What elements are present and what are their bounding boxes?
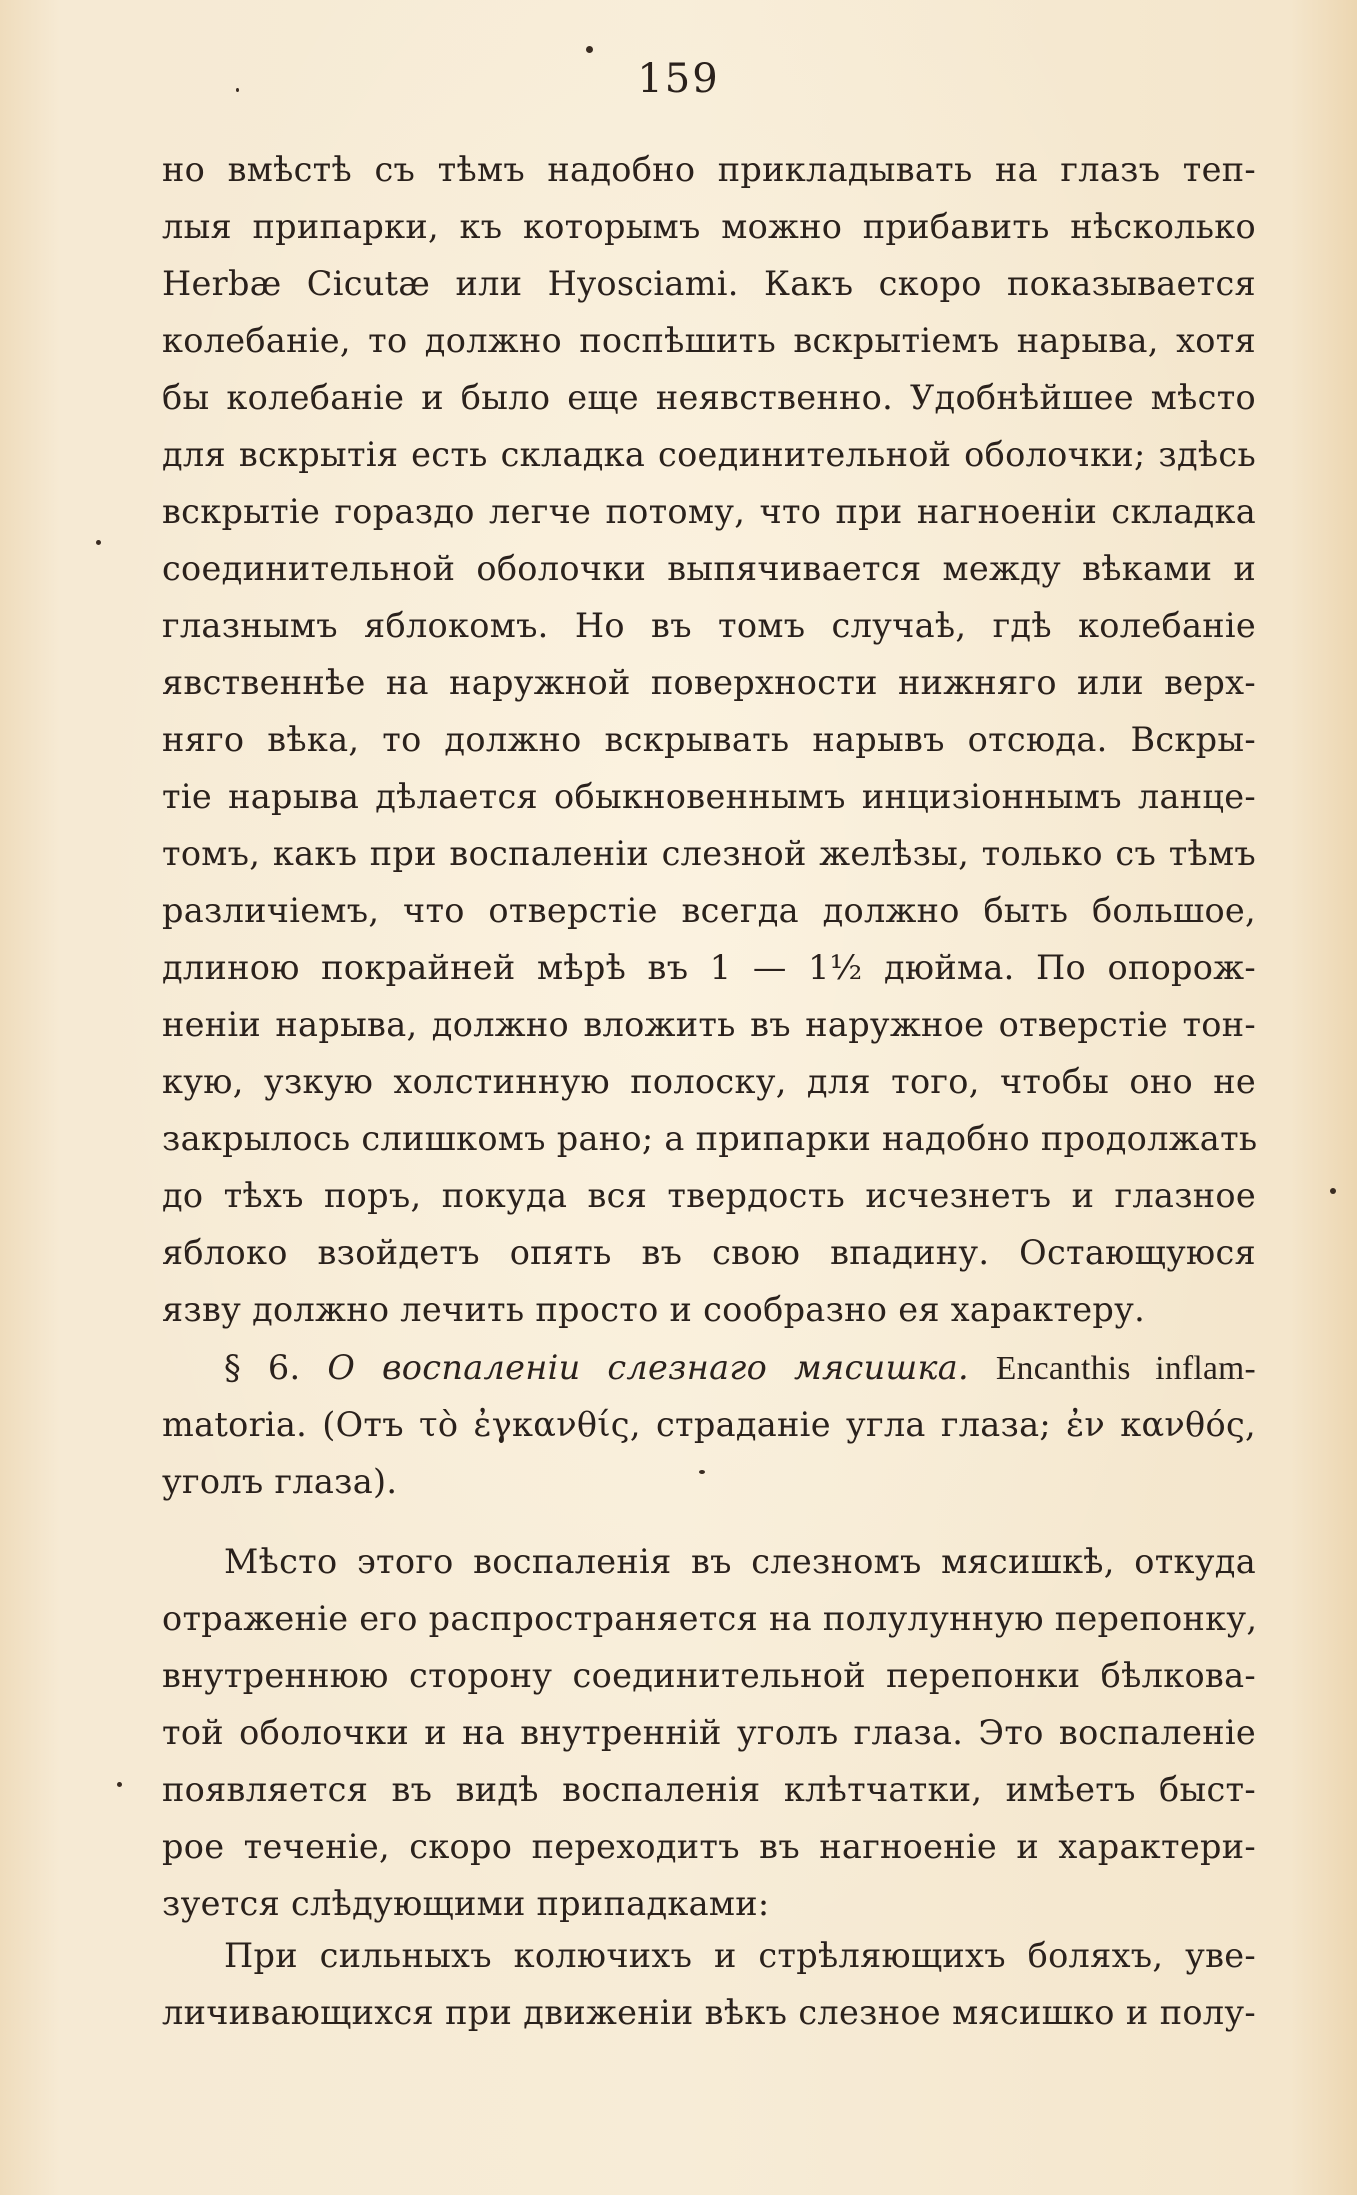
text-line: бы колебаніе и было еще неявственно. Удобнѣйшее мѣсто [162, 378, 1256, 417]
text-line: язву должно лечить просто и сообразно ея характеру. [162, 1290, 1146, 1329]
text-line: яблоко взойдетъ опять въ свою впадину. Остающуюся [162, 1233, 1256, 1272]
ink-speck [117, 1782, 122, 1787]
text-line: той оболочки и на внутренній уголъ глаза. Это воспаленіе [162, 1713, 1256, 1752]
text-line: рое теченіе, скоро переходитъ въ нагноеніе и характери- [162, 1827, 1256, 1866]
text-line: но вмѣстѣ съ тѣмъ надобно прикладывать на глазъ теп- [162, 150, 1256, 189]
section-heading [162, 1339, 1256, 1510]
text-line: закрылось слишкомъ рано; а припарки надобно продолжать [162, 1119, 1258, 1158]
paragraph-2 [162, 1533, 1256, 1932]
section-heading-line [162, 1339, 1256, 1396]
ink-speck [96, 540, 101, 545]
text-line: вскрытіе гораздо легче потому, что при нагноеніи складка [162, 492, 1256, 531]
paragraph-1 [162, 141, 1256, 1338]
text-line: до тѣхъ поръ, покуда вся твердость исчезнетъ и глазное [162, 1176, 1256, 1215]
ink-speck [1330, 1188, 1336, 1194]
text-line: личивающихся при движеніи вѣкъ слезное мясишко и полу- [162, 1993, 1256, 2032]
section-etymology-line: уголъ глаза). [162, 1462, 398, 1501]
text-line: Herbæ Cicutæ или Hyosciami. Какъ скоро показывается [162, 264, 1256, 303]
page-number: 159 [637, 56, 720, 102]
text-line: колебаніе, то должно поспѣшить вскрытіемъ нарыва, хотя [162, 321, 1256, 360]
text-line: появляется въ видѣ воспаленія клѣтчатки, имѣетъ быст- [162, 1770, 1256, 1809]
text-line: внутреннюю сторону соединительной перепонки бѣлкова- [162, 1656, 1256, 1695]
text-line: неніи нарыва, должно вложить въ наружное отверстіе тон- [162, 1005, 1256, 1044]
section-title: О воспаленіи слезнаго мясишка. [327, 1348, 970, 1387]
text-line: длиною покрайней мѣрѣ въ 1 — 1½ дюйма. По опорож- [162, 948, 1256, 987]
text-line: лыя припарки, къ которымъ можно прибавить нѣсколько [162, 207, 1256, 246]
text-line: томъ, какъ при воспаленіи слезной желѣзы, только съ тѣмъ [162, 834, 1256, 873]
text-line: няго вѣка, то должно вскрывать нарывъ отсюда. Вскры- [162, 720, 1256, 759]
section-etymology-line: matoria. (Отъ τὸ ἐγκανθίς, страданіе угла глаза; ἐν κανθός, [162, 1405, 1256, 1444]
text-line: соединительной оболочки выпячивается между вѣками и [162, 549, 1256, 588]
text-line: глазнымъ яблокомъ. Но въ томъ случаѣ, гдѣ колебаніе [162, 606, 1256, 645]
text-line: зуется слѣдующими припадками: [162, 1884, 770, 1923]
text-line: При сильныхъ колючихъ и стрѣляющихъ боляхъ, уве- [224, 1936, 1256, 1975]
text-line: для вскрытія есть складка соединительной оболочки; здѣсь [162, 435, 1256, 474]
text-line: явственнѣе на наружной поверхности нижняго или верх- [162, 663, 1256, 702]
ink-speck [586, 46, 593, 53]
text-line: кую, узкую холстинную полоску, для того, чтобы оно не [162, 1062, 1256, 1101]
text-line: Мѣсто этого воспаленія въ слезномъ мясишкѣ, откуда [224, 1542, 1256, 1581]
text-line: различіемъ, что отверстіе всегда должно быть большое, [162, 891, 1256, 930]
text-line: отраженіе его распространяется на полулунную перепонку, [162, 1599, 1258, 1638]
section-number: § 6. [224, 1348, 301, 1387]
text-line: тіе нарыва дѣлается обыкновеннымъ инцизіоннымъ ланце- [162, 777, 1256, 816]
paragraph-3 [162, 1927, 1256, 2041]
section-latin-term: Encanthis inflam- [995, 1350, 1256, 1387]
